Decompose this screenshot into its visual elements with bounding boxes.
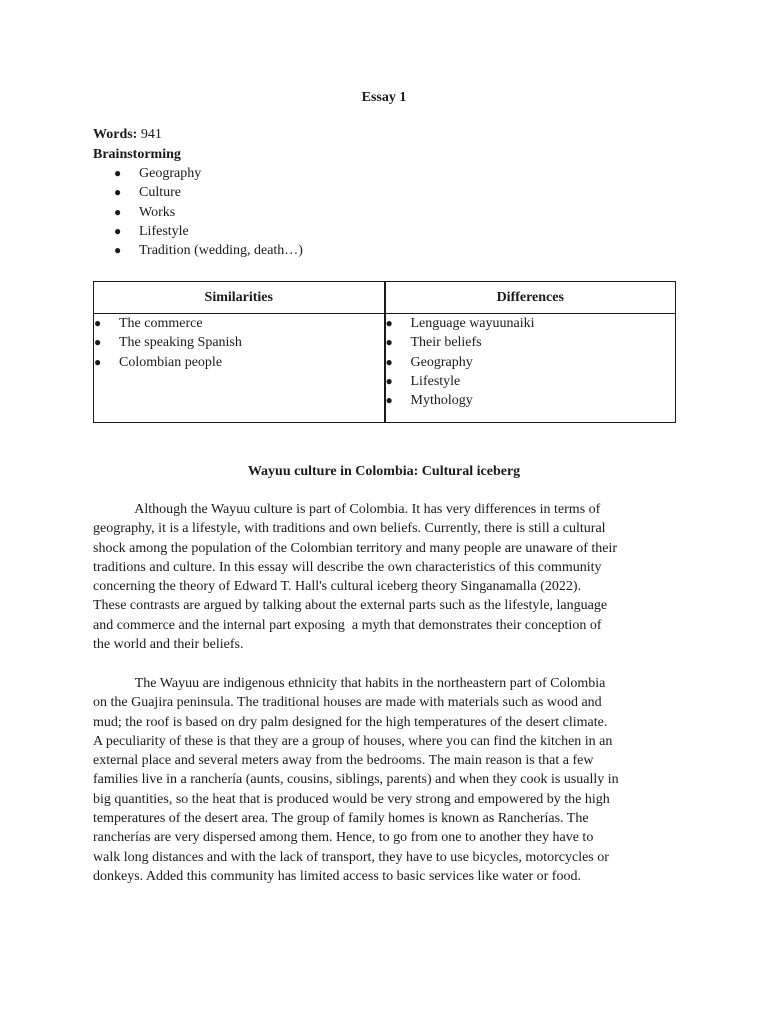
- paragraph-line: geography, it is a lifestyle, with traditions and own beliefs. Currently, there is still a cultural: [93, 521, 606, 537]
- paragraph-line: concerning the theory of Edward T. Hall's cultural iceberg theory Singanamalla (2022).: [93, 579, 582, 595]
- paragraph-line: temperatures of the desert area. The group of family homes is known as Rancherías. The: [93, 811, 589, 827]
- bullet-icon: ●: [94, 316, 102, 330]
- list-item: ● The speaking Spanish: [94, 333, 384, 352]
- brainstorming-list: [114, 164, 514, 260]
- paragraph-line: Although the Wayuu culture is part of Colombia. It has very differences in terms of: [93, 502, 601, 517]
- bullet-icon: ●: [114, 185, 122, 200]
- paragraph-line: the world and their beliefs.: [93, 637, 244, 653]
- similarities-header: Similarities: [94, 282, 385, 314]
- paragraph-line: on the Guajira peninsula. The traditional houses are made with materials such as wood and: [93, 695, 602, 711]
- comparison-table: [93, 281, 676, 423]
- paragraph-line: shock among the population of the Colombian territory and many people are unaware of their: [93, 540, 618, 556]
- paragraph-line: These contrasts are argued by talking about the external parts such as the lifestyle, language: [93, 598, 608, 614]
- bullet-icon: ●: [385, 393, 393, 408]
- bullet-icon: ●: [385, 335, 393, 350]
- paragraph-line: traditions and culture. In this essay will describe the own characteristics of this community: [93, 559, 602, 575]
- list-item: ● Lifestyle: [386, 372, 676, 391]
- bullet-icon: ●: [94, 354, 102, 369]
- brainstorming-heading: Brainstorming: [93, 147, 181, 162]
- bullet-icon: ●: [385, 354, 393, 369]
- list-item: ● Geography: [114, 164, 514, 183]
- list-item: ● Mythology: [386, 391, 676, 410]
- bullet-icon: ●: [114, 243, 122, 258]
- paragraph-line: big quantities, so the heat that is produced would be very strong and empowered by the high: [93, 791, 610, 807]
- bullet-icon: ●: [114, 223, 122, 238]
- similarities-list: [94, 314, 384, 372]
- paragraph-line: A peculiarity of these is that they are a group of houses, where you can find the kitchen in an: [93, 733, 613, 749]
- list-item: ● Geography: [386, 353, 676, 372]
- list-item: ● Works: [114, 203, 514, 222]
- word-count-line: [93, 125, 162, 144]
- bullet-icon: ●: [94, 335, 102, 350]
- table-header-row: [94, 282, 676, 314]
- bullet-icon: ●: [114, 166, 122, 180]
- paragraph-line: and commerce and the internal part exposing a myth that demonstrates their conception of: [93, 617, 602, 633]
- paragraph-line: families live in a ranchería (aunts, cousins, siblings, parents) and when they cook is usually in: [93, 772, 619, 788]
- similarities-cell: [94, 314, 385, 423]
- paragraph-line: The Wayuu are indigenous ethnicity that habits in the northeastern part of Colombia: [93, 676, 606, 691]
- list-item: ● Their beliefs: [386, 333, 676, 352]
- list-item: ● Colombian people: [94, 353, 384, 372]
- words-count: 941: [140, 127, 162, 142]
- table-row: [94, 314, 676, 423]
- paragraph-line: external place and several meters away from the bedrooms. The main reason is that a few: [93, 753, 594, 769]
- differences-list: [386, 314, 676, 410]
- words-label: Words:: [93, 127, 138, 142]
- list-item: ● Tradition (wedding, death…): [114, 241, 514, 260]
- paragraph-1: [93, 500, 693, 654]
- paragraph-2: [93, 674, 693, 886]
- paragraph-line: donkeys. Added this community has limited access to basic services like water or food.: [93, 868, 581, 884]
- differences-header: Differences: [385, 282, 676, 314]
- list-item: ● Culture: [114, 183, 514, 202]
- bullet-icon: ●: [385, 316, 393, 330]
- essay-title: Essay 1: [361, 90, 407, 105]
- list-item: ● The commerce: [94, 314, 384, 333]
- list-item: ● Lifestyle: [114, 222, 514, 241]
- bullet-icon: ●: [385, 373, 393, 388]
- paragraph-line: walk long distances and with the lack of transport, they have to use bicycles, motorcycles or: [93, 849, 609, 865]
- differences-cell: [385, 314, 676, 423]
- list-item: ● Lenguage wayuunaiki: [386, 314, 676, 333]
- bullet-icon: ●: [114, 204, 122, 219]
- section-heading: Wayuu culture in Colombia: Cultural iceberg: [247, 464, 521, 479]
- paragraph-line: rancherías are very dispersed among them. Hence, to go from one to another they have to: [93, 830, 594, 846]
- paragraph-line: mud; the roof is based on dry palm designed for the high temperatures of the desert climate.: [93, 714, 608, 730]
